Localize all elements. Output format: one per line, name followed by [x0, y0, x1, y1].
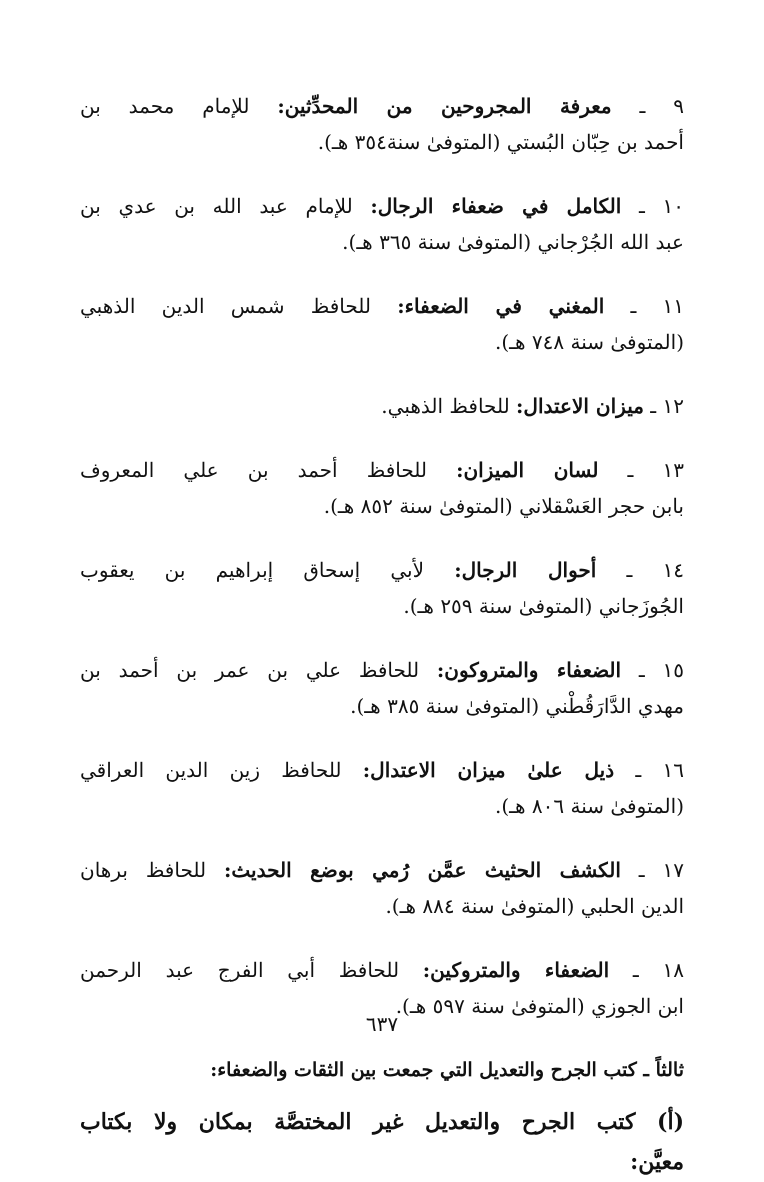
entry-line [80, 288, 684, 324]
entry-line [80, 488, 684, 524]
entry-9 [80, 88, 684, 160]
subheading [80, 1102, 684, 1182]
entry-text: للحافظ أحمد بن علي المعروف [80, 458, 427, 482]
entry-title: الضعفاء والمتروكين: [422, 958, 610, 982]
entry-text: (المتوفىٰ سنة ٨٠٦ هـ). [494, 794, 684, 818]
entry-number: ٩ ـ [639, 94, 684, 118]
entry-16 [80, 752, 684, 824]
entry-text: (المتوفىٰ سنة ٧٤٨ هـ). [494, 330, 684, 354]
entry-line [80, 452, 684, 488]
entry-title: أحوال الرجال: [454, 558, 597, 582]
entry-line [80, 124, 684, 160]
entry-title: الضعفاء والمتروكون: [436, 658, 622, 682]
entry-title: معرفة المجروحين من المحدِّثين: [277, 94, 612, 118]
entry-line [80, 852, 684, 888]
entry-number: ١٦ ـ [635, 758, 684, 782]
entry-11 [80, 288, 684, 360]
entry-title: الكامل في ضعفاء الرجال: [370, 194, 622, 218]
subheading-line: معيَّن: [630, 1149, 684, 1175]
entry-title: ذيل علىٰ ميزان الاعتدال: [362, 758, 615, 782]
entry-text: الدين الحلبي (المتوفىٰ سنة ٨٨٤ هـ). [385, 894, 684, 918]
entry-number: ١٥ ـ [638, 658, 684, 682]
entry-line [80, 788, 684, 824]
entry-title: المغني في الضعفاء: [397, 294, 605, 318]
entry-14 [80, 552, 684, 624]
entry-17 [80, 852, 684, 924]
entry-line [80, 688, 684, 724]
entry-text: للحافظ علي بن عمر بن أحمد بن [80, 658, 420, 682]
entry-number: ١١ ـ [630, 294, 684, 318]
entry-line [80, 324, 684, 360]
entry-text: مهدي الدَّارَقُطْني (المتوفىٰ سنة ٣٨٥ هـ). [350, 694, 684, 718]
entry-13 [80, 452, 684, 524]
entry-line [80, 952, 684, 988]
entry-text: بابن حجر العَسْقلاني (المتوفىٰ سنة ٨٥٢ هـ). [323, 494, 684, 518]
entry-text: أحمد بن حِبّان البُستي (المتوفىٰ سنة٣٥٤ هـ). [317, 130, 684, 154]
entry-text: عبد الله الجُرْجاني (المتوفىٰ سنة ٣٦٥ هـ). [342, 230, 684, 254]
entry-text: للإمام عبد الله بن عدي بن [80, 194, 353, 218]
entry-line [80, 752, 684, 788]
entry-title: الكشف الحثيث عمَّن رُمي بوضع الحديث: [223, 858, 621, 882]
entry-title: لسان الميزان: [456, 458, 599, 482]
entry-text: الجُوزَجاني (المتوفىٰ سنة ٢٥٩ هـ). [403, 594, 684, 618]
entry-number: ١٤ ـ [626, 558, 684, 582]
section-heading: ثالثاً ـ كتب الجرح والتعديل التي جمعت بين الثقات والضعفاء: [210, 1059, 684, 1081]
entry-title: ميزان الاعتدال: [516, 394, 644, 418]
entry-text: للحافظ زين الدين العراقي [80, 758, 342, 782]
entry-line [80, 652, 684, 688]
page-number: ٦٣٧ [365, 1012, 399, 1036]
entry-line [80, 88, 684, 124]
entry-number: ١٧ ـ [638, 858, 684, 882]
entry-15 [80, 652, 684, 724]
entry-text: ابن الجوزي (المتوفىٰ سنة ٥٩٧ هـ). [395, 994, 684, 1018]
entry-number: ١٣ ـ [627, 458, 684, 482]
entry-number: ١٨ ـ [632, 958, 684, 982]
entry-line [80, 552, 684, 588]
entry-line [80, 188, 684, 224]
entry-text: للحافظ برهان [80, 858, 207, 882]
entry-number: ١٠ ـ [639, 194, 684, 218]
entry-text: لأبي إسحاق إبراهيم بن يعقوب [80, 558, 425, 582]
subheading-line: (أ) كتب الجرح والتعديل غير المختصَّة بمكان ولا بكتاب [80, 1109, 684, 1135]
entry-10 [80, 188, 684, 260]
entry-text: للحافظ الذهبي. [381, 394, 510, 418]
entry-text: للإمام محمد بن [80, 94, 250, 118]
entry-text: للحافظ شمس الدين الذهبي [80, 294, 372, 318]
entry-line [80, 888, 684, 924]
entry-line [80, 388, 684, 424]
entry-number: ١٢ ـ [650, 394, 684, 418]
entry-text: للحافظ أبي الفرج عبد الرحمن [80, 958, 400, 982]
entry-line [80, 588, 684, 624]
entry-12 [80, 388, 684, 424]
entry-line [80, 224, 684, 260]
